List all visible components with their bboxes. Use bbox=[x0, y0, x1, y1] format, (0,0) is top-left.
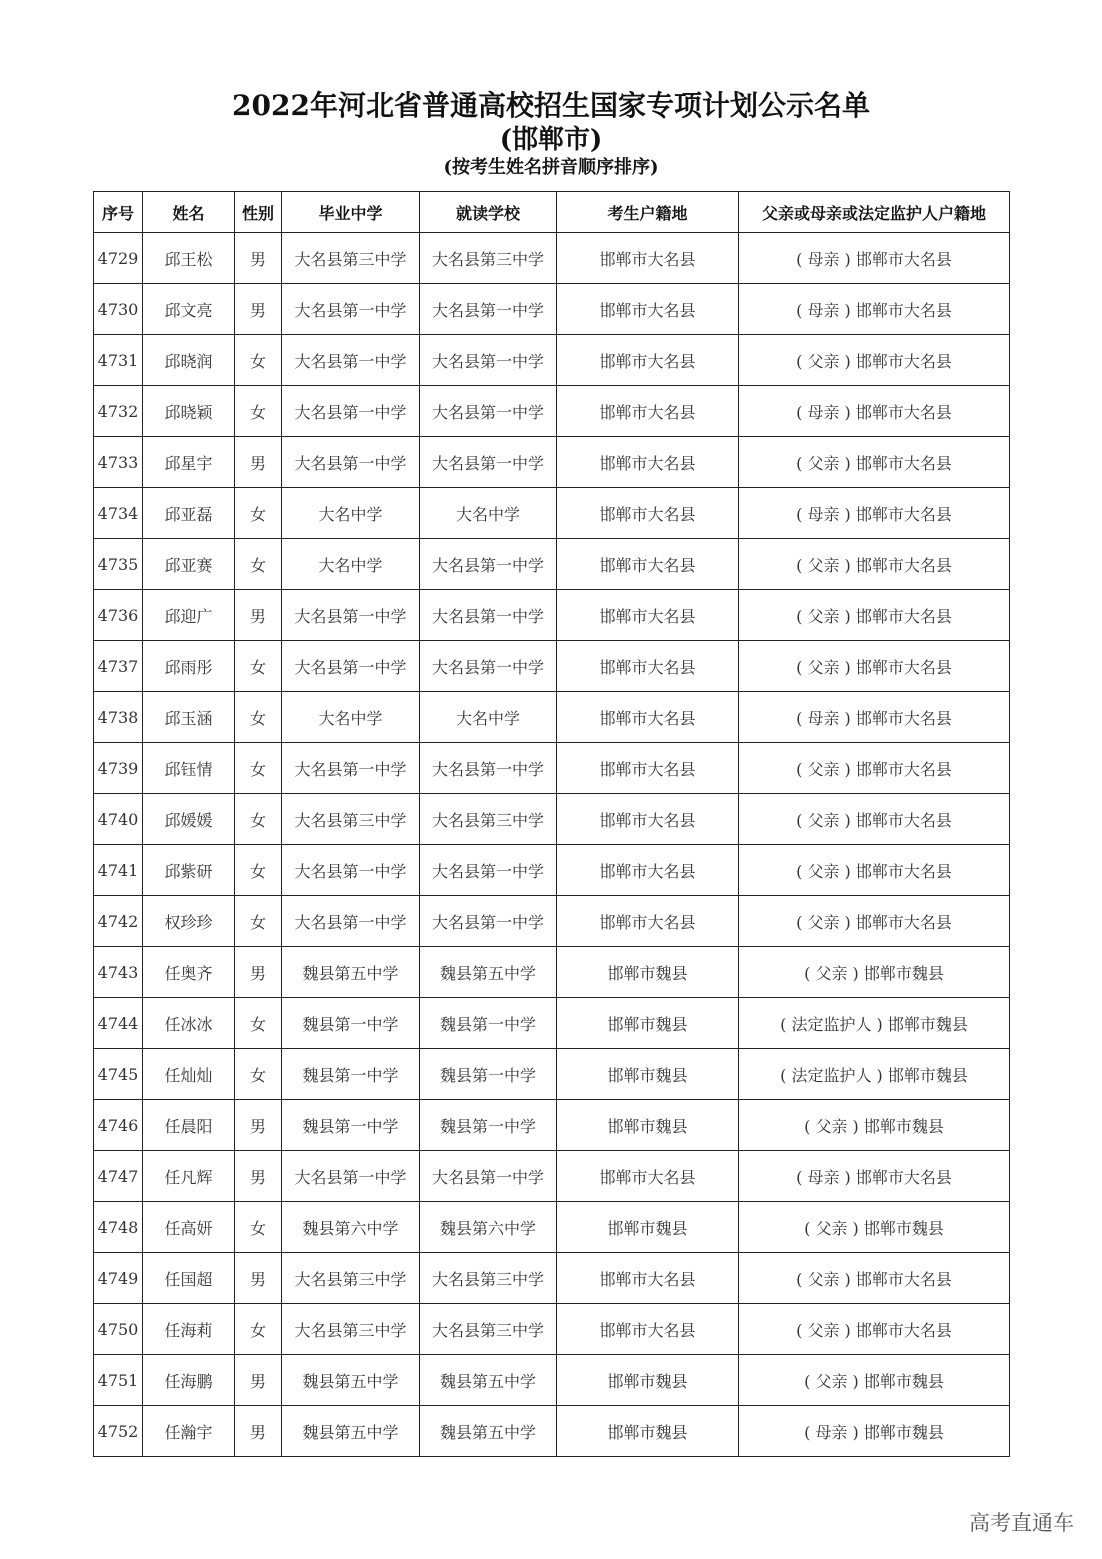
cell-gender: 男 bbox=[235, 1253, 282, 1304]
table-row bbox=[94, 743, 1010, 794]
cell-household-registration: 邯郸市大名县 bbox=[557, 590, 739, 641]
cell-graduated-school: 大名县第一中学 bbox=[282, 335, 420, 386]
cell-gender: 女 bbox=[235, 998, 282, 1049]
cell-household-registration: 邯郸市魏县 bbox=[557, 998, 739, 1049]
cell-guardian-registration: ( 父亲 ) 邯郸市大名县 bbox=[739, 1304, 1010, 1355]
table-row bbox=[94, 1049, 1010, 1100]
cell-current-school: 大名县第三中学 bbox=[420, 1253, 557, 1304]
cell-gender: 男 bbox=[235, 233, 282, 284]
cell-gender: 男 bbox=[235, 1100, 282, 1151]
cell-seq: 4747 bbox=[94, 1151, 143, 1202]
cell-gender: 男 bbox=[235, 590, 282, 641]
cell-seq: 4733 bbox=[94, 437, 143, 488]
cell-graduated-school: 大名县第一中学 bbox=[282, 284, 420, 335]
cell-current-school: 大名县第一中学 bbox=[420, 284, 557, 335]
cell-gender: 女 bbox=[235, 641, 282, 692]
cell-seq: 4749 bbox=[94, 1253, 143, 1304]
cell-graduated-school: 魏县第一中学 bbox=[282, 1049, 420, 1100]
cell-guardian-registration: ( 父亲 ) 邯郸市大名县 bbox=[739, 539, 1010, 590]
cell-seq: 4732 bbox=[94, 386, 143, 437]
cell-graduated-school: 魏县第五中学 bbox=[282, 1406, 420, 1457]
header-gender: 性别 bbox=[235, 192, 282, 233]
cell-seq: 4729 bbox=[94, 233, 143, 284]
cell-name: 任灿灿 bbox=[143, 1049, 235, 1100]
cell-guardian-registration: ( 法定监护人 ) 邯郸市魏县 bbox=[739, 1049, 1010, 1100]
header-row bbox=[94, 192, 1010, 233]
table-row bbox=[94, 998, 1010, 1049]
cell-current-school: 魏县第五中学 bbox=[420, 1406, 557, 1457]
roster-table bbox=[93, 191, 1010, 1457]
cell-seq: 4745 bbox=[94, 1049, 143, 1100]
cell-guardian-registration: ( 法定监护人 ) 邯郸市魏县 bbox=[739, 998, 1010, 1049]
cell-name: 邱雨彤 bbox=[143, 641, 235, 692]
cell-current-school: 大名县第一中学 bbox=[420, 845, 557, 896]
cell-household-registration: 邯郸市魏县 bbox=[557, 1049, 739, 1100]
cell-seq: 4731 bbox=[94, 335, 143, 386]
cell-graduated-school: 大名县第三中学 bbox=[282, 1253, 420, 1304]
cell-graduated-school: 大名县第一中学 bbox=[282, 590, 420, 641]
cell-name: 邱媛媛 bbox=[143, 794, 235, 845]
cell-gender: 女 bbox=[235, 845, 282, 896]
cell-household-registration: 邯郸市大名县 bbox=[557, 539, 739, 590]
cell-household-registration: 邯郸市魏县 bbox=[557, 1406, 739, 1457]
cell-current-school: 大名县第三中学 bbox=[420, 794, 557, 845]
cell-seq: 4734 bbox=[94, 488, 143, 539]
cell-name: 邱迎广 bbox=[143, 590, 235, 641]
cell-current-school: 大名中学 bbox=[420, 488, 557, 539]
cell-graduated-school: 大名中学 bbox=[282, 539, 420, 590]
header-seq: 序号 bbox=[94, 192, 143, 233]
cell-guardian-registration: ( 父亲 ) 邯郸市大名县 bbox=[739, 845, 1010, 896]
table-row bbox=[94, 488, 1010, 539]
cell-guardian-registration: ( 母亲 ) 邯郸市大名县 bbox=[739, 488, 1010, 539]
cell-name: 任高妍 bbox=[143, 1202, 235, 1253]
cell-current-school: 魏县第五中学 bbox=[420, 947, 557, 998]
cell-name: 任国超 bbox=[143, 1253, 235, 1304]
cell-name: 邱亚赛 bbox=[143, 539, 235, 590]
cell-gender: 女 bbox=[235, 1202, 282, 1253]
cell-name: 邱晓颖 bbox=[143, 386, 235, 437]
cell-graduated-school: 大名县第三中学 bbox=[282, 1304, 420, 1355]
cell-graduated-school: 魏县第五中学 bbox=[282, 1355, 420, 1406]
cell-current-school: 魏县第一中学 bbox=[420, 1100, 557, 1151]
cell-household-registration: 邯郸市大名县 bbox=[557, 437, 739, 488]
cell-guardian-registration: ( 父亲 ) 邯郸市大名县 bbox=[739, 437, 1010, 488]
sort-note: (按考生姓名拼音顺序排序) bbox=[443, 157, 659, 178]
cell-seq: 4737 bbox=[94, 641, 143, 692]
cell-graduated-school: 大名县第一中学 bbox=[282, 1151, 420, 1202]
cell-household-registration: 邯郸市大名县 bbox=[557, 743, 739, 794]
cell-name: 邱晓润 bbox=[143, 335, 235, 386]
cell-current-school: 魏县第五中学 bbox=[420, 1355, 557, 1406]
cell-graduated-school: 大名县第三中学 bbox=[282, 233, 420, 284]
cell-gender: 男 bbox=[235, 1406, 282, 1457]
cell-name: 邱文亮 bbox=[143, 284, 235, 335]
cell-graduated-school: 魏县第五中学 bbox=[282, 947, 420, 998]
table-row bbox=[94, 1355, 1010, 1406]
cell-seq: 4739 bbox=[94, 743, 143, 794]
cell-household-registration: 邯郸市魏县 bbox=[557, 1202, 739, 1253]
cell-household-registration: 邯郸市魏县 bbox=[557, 1355, 739, 1406]
watermark: 高考直通车 bbox=[969, 1511, 1074, 1535]
cell-name: 任晨阳 bbox=[143, 1100, 235, 1151]
cell-seq: 4748 bbox=[94, 1202, 143, 1253]
cell-gender: 女 bbox=[235, 488, 282, 539]
cell-name: 任瀚宇 bbox=[143, 1406, 235, 1457]
cell-current-school: 大名县第一中学 bbox=[420, 539, 557, 590]
table-row bbox=[94, 437, 1010, 488]
cell-name: 任奥齐 bbox=[143, 947, 235, 998]
cell-seq: 4751 bbox=[94, 1355, 143, 1406]
cell-graduated-school: 魏县第一中学 bbox=[282, 998, 420, 1049]
cell-graduated-school: 大名县第一中学 bbox=[282, 386, 420, 437]
cell-guardian-registration: ( 父亲 ) 邯郸市大名县 bbox=[739, 335, 1010, 386]
table-row bbox=[94, 1151, 1010, 1202]
cell-household-registration: 邯郸市大名县 bbox=[557, 386, 739, 437]
cell-current-school: 大名县第一中学 bbox=[420, 743, 557, 794]
cell-current-school: 大名县第一中学 bbox=[420, 590, 557, 641]
cell-name: 邱王松 bbox=[143, 233, 235, 284]
table-row bbox=[94, 539, 1010, 590]
cell-current-school: 大名县第一中学 bbox=[420, 386, 557, 437]
cell-gender: 女 bbox=[235, 539, 282, 590]
cell-gender: 女 bbox=[235, 896, 282, 947]
cell-household-registration: 邯郸市大名县 bbox=[557, 896, 739, 947]
header-guardian-registration: 父亲或母亲或法定监护人户籍地 bbox=[739, 192, 1010, 233]
cell-graduated-school: 大名县第一中学 bbox=[282, 437, 420, 488]
page-subtitle: (邯郸市) bbox=[499, 125, 603, 155]
cell-household-registration: 邯郸市大名县 bbox=[557, 233, 739, 284]
cell-guardian-registration: ( 父亲 ) 邯郸市魏县 bbox=[739, 1355, 1010, 1406]
cell-current-school: 魏县第一中学 bbox=[420, 998, 557, 1049]
cell-graduated-school: 大名县第三中学 bbox=[282, 794, 420, 845]
cell-household-registration: 邯郸市大名县 bbox=[557, 692, 739, 743]
cell-gender: 女 bbox=[235, 1304, 282, 1355]
cell-name: 邱玉涵 bbox=[143, 692, 235, 743]
table-row bbox=[94, 692, 1010, 743]
cell-name: 邱亚磊 bbox=[143, 488, 235, 539]
header-household-registration: 考生户籍地 bbox=[557, 192, 739, 233]
table-row bbox=[94, 233, 1010, 284]
table-row bbox=[94, 284, 1010, 335]
cell-guardian-registration: ( 父亲 ) 邯郸市大名县 bbox=[739, 641, 1010, 692]
cell-gender: 男 bbox=[235, 1151, 282, 1202]
table-row bbox=[94, 896, 1010, 947]
cell-graduated-school: 大名县第一中学 bbox=[282, 743, 420, 794]
cell-guardian-registration: ( 父亲 ) 邯郸市大名县 bbox=[739, 590, 1010, 641]
table-row bbox=[94, 947, 1010, 998]
cell-household-registration: 邯郸市大名县 bbox=[557, 284, 739, 335]
table-row bbox=[94, 794, 1010, 845]
cell-guardian-registration: ( 父亲 ) 邯郸市魏县 bbox=[739, 947, 1010, 998]
table-row bbox=[94, 1304, 1010, 1355]
cell-seq: 4741 bbox=[94, 845, 143, 896]
cell-seq: 4743 bbox=[94, 947, 143, 998]
cell-household-registration: 邯郸市大名县 bbox=[557, 488, 739, 539]
table-row bbox=[94, 1202, 1010, 1253]
cell-guardian-registration: ( 母亲 ) 邯郸市大名县 bbox=[739, 386, 1010, 437]
cell-household-registration: 邯郸市魏县 bbox=[557, 947, 739, 998]
cell-household-registration: 邯郸市大名县 bbox=[557, 641, 739, 692]
cell-seq: 4730 bbox=[94, 284, 143, 335]
cell-name: 任海莉 bbox=[143, 1304, 235, 1355]
cell-gender: 男 bbox=[235, 947, 282, 998]
cell-current-school: 大名县第一中学 bbox=[420, 437, 557, 488]
cell-seq: 4752 bbox=[94, 1406, 143, 1457]
cell-name: 邱紫研 bbox=[143, 845, 235, 896]
cell-current-school: 魏县第一中学 bbox=[420, 1049, 557, 1100]
table-row bbox=[94, 1406, 1010, 1457]
cell-guardian-registration: ( 母亲 ) 邯郸市大名县 bbox=[739, 284, 1010, 335]
cell-gender: 男 bbox=[235, 284, 282, 335]
cell-household-registration: 邯郸市大名县 bbox=[557, 1304, 739, 1355]
cell-current-school: 大名中学 bbox=[420, 692, 557, 743]
cell-household-registration: 邯郸市大名县 bbox=[557, 335, 739, 386]
cell-guardian-registration: ( 父亲 ) 邯郸市大名县 bbox=[739, 743, 1010, 794]
cell-current-school: 大名县第一中学 bbox=[420, 641, 557, 692]
cell-graduated-school: 魏县第六中学 bbox=[282, 1202, 420, 1253]
cell-seq: 4735 bbox=[94, 539, 143, 590]
cell-guardian-registration: ( 母亲 ) 邯郸市魏县 bbox=[739, 1406, 1010, 1457]
cell-seq: 4740 bbox=[94, 794, 143, 845]
table-header bbox=[94, 192, 1010, 233]
cell-seq: 4738 bbox=[94, 692, 143, 743]
cell-guardian-registration: ( 父亲 ) 邯郸市魏县 bbox=[739, 1202, 1010, 1253]
cell-household-registration: 邯郸市大名县 bbox=[557, 1151, 739, 1202]
cell-seq: 4746 bbox=[94, 1100, 143, 1151]
cell-gender: 女 bbox=[235, 1049, 282, 1100]
cell-seq: 4736 bbox=[94, 590, 143, 641]
table-row bbox=[94, 386, 1010, 437]
header-name: 姓名 bbox=[143, 192, 235, 233]
cell-household-registration: 邯郸市大名县 bbox=[557, 1253, 739, 1304]
cell-household-registration: 邯郸市大名县 bbox=[557, 794, 739, 845]
table-row bbox=[94, 1100, 1010, 1151]
cell-household-registration: 邯郸市大名县 bbox=[557, 845, 739, 896]
cell-gender: 女 bbox=[235, 335, 282, 386]
cell-graduated-school: 魏县第一中学 bbox=[282, 1100, 420, 1151]
cell-guardian-registration: ( 父亲 ) 邯郸市大名县 bbox=[739, 896, 1010, 947]
cell-guardian-registration: ( 母亲 ) 邯郸市大名县 bbox=[739, 1151, 1010, 1202]
cell-graduated-school: 大名县第一中学 bbox=[282, 896, 420, 947]
cell-name: 任海鹏 bbox=[143, 1355, 235, 1406]
cell-gender: 女 bbox=[235, 692, 282, 743]
cell-name: 邱星宇 bbox=[143, 437, 235, 488]
cell-current-school: 大名县第三中学 bbox=[420, 1304, 557, 1355]
cell-gender: 男 bbox=[235, 1355, 282, 1406]
header-graduated-school: 毕业中学 bbox=[282, 192, 420, 233]
cell-graduated-school: 大名中学 bbox=[282, 488, 420, 539]
cell-guardian-registration: ( 父亲 ) 邯郸市大名县 bbox=[739, 1253, 1010, 1304]
cell-guardian-registration: ( 父亲 ) 邯郸市魏县 bbox=[739, 1100, 1010, 1151]
cell-graduated-school: 大名中学 bbox=[282, 692, 420, 743]
cell-name: 任冰冰 bbox=[143, 998, 235, 1049]
table-row bbox=[94, 1253, 1010, 1304]
table-row bbox=[94, 845, 1010, 896]
cell-guardian-registration: ( 母亲 ) 邯郸市大名县 bbox=[739, 692, 1010, 743]
page-title: 2022年河北省普通高校招生国家专项计划公示名单 bbox=[232, 89, 870, 122]
cell-gender: 女 bbox=[235, 386, 282, 437]
cell-name: 邱钰情 bbox=[143, 743, 235, 794]
cell-seq: 4744 bbox=[94, 998, 143, 1049]
table-row bbox=[94, 641, 1010, 692]
cell-current-school: 大名县第一中学 bbox=[420, 896, 557, 947]
cell-graduated-school: 大名县第一中学 bbox=[282, 845, 420, 896]
header-current-school: 就读学校 bbox=[420, 192, 557, 233]
cell-name: 权珍珍 bbox=[143, 896, 235, 947]
cell-name: 任凡辉 bbox=[143, 1151, 235, 1202]
cell-household-registration: 邯郸市魏县 bbox=[557, 1100, 739, 1151]
cell-guardian-registration: ( 父亲 ) 邯郸市大名县 bbox=[739, 794, 1010, 845]
cell-guardian-registration: ( 母亲 ) 邯郸市大名县 bbox=[739, 233, 1010, 284]
cell-gender: 女 bbox=[235, 743, 282, 794]
table-body bbox=[94, 233, 1010, 1457]
cell-gender: 女 bbox=[235, 794, 282, 845]
cell-graduated-school: 大名县第一中学 bbox=[282, 641, 420, 692]
cell-current-school: 大名县第一中学 bbox=[420, 1151, 557, 1202]
cell-gender: 男 bbox=[235, 437, 282, 488]
table-row bbox=[94, 590, 1010, 641]
cell-current-school: 大名县第一中学 bbox=[420, 335, 557, 386]
cell-current-school: 大名县第三中学 bbox=[420, 233, 557, 284]
cell-seq: 4750 bbox=[94, 1304, 143, 1355]
cell-current-school: 魏县第六中学 bbox=[420, 1202, 557, 1253]
table-row bbox=[94, 335, 1010, 386]
cell-seq: 4742 bbox=[94, 896, 143, 947]
